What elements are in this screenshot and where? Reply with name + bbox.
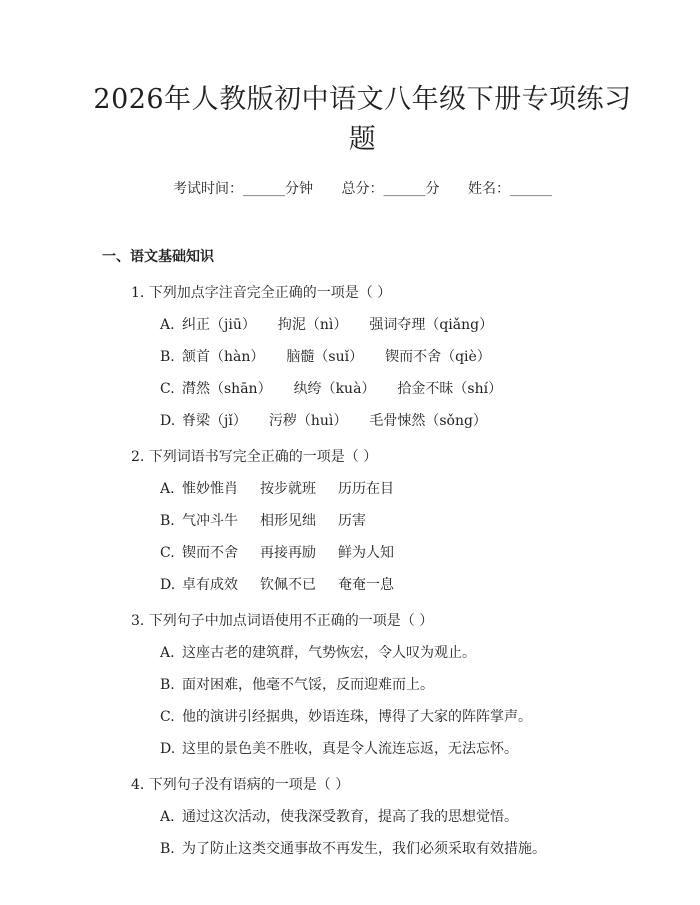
option-label: B.	[160, 841, 175, 857]
option-text: 再接再励	[260, 545, 316, 561]
option-item	[160, 840, 610, 858]
option-text: 强词夺理（qiǎng）	[369, 317, 494, 333]
option-item	[160, 644, 610, 662]
option-text: 脑髓（suǐ）	[286, 349, 364, 365]
option-label: B.	[160, 349, 175, 365]
option-text: 拘泥（nì）	[277, 317, 348, 333]
option-item	[160, 740, 610, 758]
option-text: 毛骨悚然（sǒng）	[369, 413, 487, 429]
option-item	[160, 512, 610, 530]
option-text: 鲜为人知	[338, 545, 394, 561]
option-text: 锲而不舍（qiè）	[385, 349, 491, 365]
option-text: 历历在目	[338, 481, 394, 497]
option-label: A.	[160, 481, 175, 497]
question-stem: 2. 下列词语书写完全正确的一项是（ ）	[131, 449, 378, 465]
option-list	[160, 480, 610, 594]
option-text: 为了防止这类交通事故不再发生，我们必须采取有效措施。	[182, 841, 546, 857]
option-label: C.	[160, 381, 175, 397]
option-text: 奄奄一息	[338, 577, 394, 593]
option-item	[160, 380, 610, 398]
option-label: C.	[160, 545, 175, 561]
option-text: 潸然（shān）	[182, 381, 272, 397]
option-label: A.	[160, 809, 175, 825]
option-item	[160, 808, 610, 826]
option-label: B.	[160, 677, 175, 693]
score-field: 总分：______分	[341, 181, 440, 197]
option-label: C.	[160, 709, 175, 725]
option-text: 通过这次活动，使我深受教育，提高了我的思想觉悟。	[182, 809, 518, 825]
option-text: 这座古老的建筑群，气势恢宏，令人叹为观止。	[182, 645, 476, 661]
option-text: 惟妙惟肖	[182, 481, 238, 497]
option-item	[160, 480, 610, 498]
option-label: A.	[160, 317, 175, 333]
option-label: A.	[160, 645, 175, 661]
option-item	[160, 316, 610, 334]
option-label: D.	[160, 413, 176, 429]
option-text: 脊梁（jǐ）	[182, 413, 247, 429]
question-stem: 4. 下列句子没有语病的一项是（ ）	[131, 777, 350, 793]
option-text: 他的演讲引经据典，妙语连珠，博得了大家的阵阵掌声。	[182, 709, 532, 725]
option-list	[160, 316, 610, 430]
option-text: 纨绔（kuà）	[293, 381, 376, 397]
option-text: 面对困难，他毫不气馁，反而迎难而上。	[182, 677, 434, 693]
option-list	[160, 808, 610, 858]
option-text: 历害	[338, 513, 366, 529]
option-text: 锲而不舍	[182, 545, 238, 561]
option-text: 纠正（jiū）	[182, 317, 256, 333]
option-text: 拾金不昧（shí）	[397, 381, 503, 397]
option-item	[160, 576, 610, 594]
option-label: D.	[160, 577, 176, 593]
option-item	[160, 348, 610, 366]
option-text: 气冲斗牛	[182, 513, 238, 529]
option-text: 颔首（hàn）	[182, 349, 265, 365]
option-label: D.	[160, 741, 176, 757]
question-stem: 3. 下列句子中加点词语使用不正确的一项是（ ）	[131, 613, 434, 629]
name-field: 姓名：______	[467, 181, 552, 197]
question-list	[105, 282, 610, 858]
option-text: 这里的景色美不胜收，真是令人流连忘返，无法忘怀。	[182, 741, 518, 757]
question-stem: 1. 下列加点字注音完全正确的一项是（ ）	[131, 285, 392, 301]
option-item	[160, 544, 610, 562]
option-item	[160, 708, 610, 726]
option-text: 按步就班	[260, 481, 316, 497]
option-text: 钦佩不已	[260, 577, 316, 593]
option-list	[160, 644, 610, 758]
option-item	[160, 412, 610, 430]
option-item	[160, 676, 610, 694]
option-text: 相形见绌	[260, 513, 316, 529]
option-text: 污秽（huì）	[268, 413, 348, 429]
page-title: 2026年人教版初中语文八年级下册专项练习题	[93, 84, 632, 155]
time-field: 考试时间：______分钟	[173, 181, 314, 197]
section-heading: 一、语文基础知识	[102, 249, 214, 265]
option-label: B.	[160, 513, 175, 529]
exam-meta	[85, 178, 640, 198]
option-text: 卓有成效	[182, 577, 238, 593]
